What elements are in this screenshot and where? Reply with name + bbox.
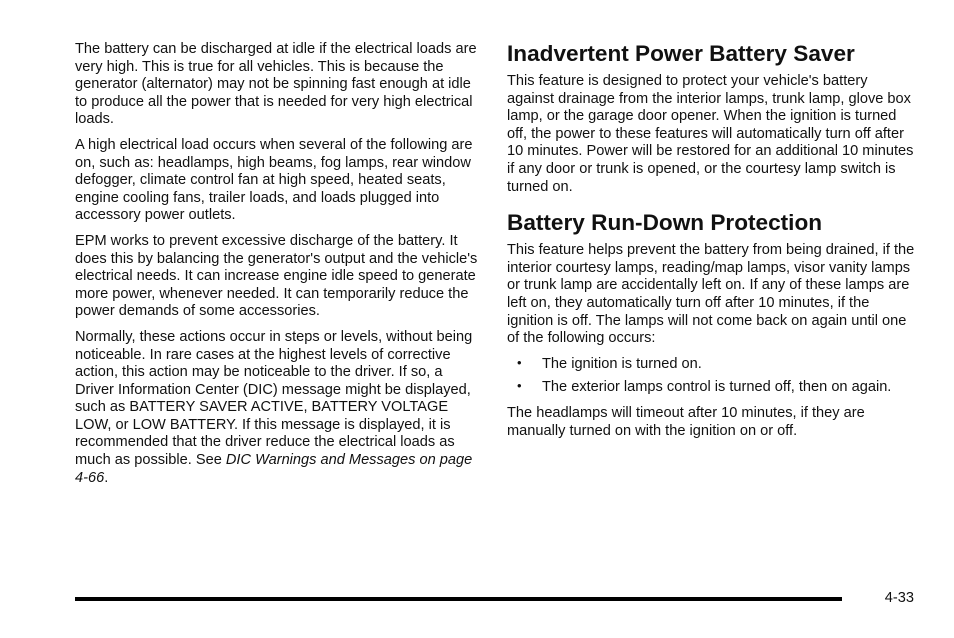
right-column (507, 41, 917, 448)
paragraph-headlamp-timeout: The headlamps will timeout after 10 minutes, if they are manually turned on with the ignition on or off. (507, 404, 865, 439)
paragraph-end-period: . (104, 469, 109, 486)
paragraph-run-down-protection: This feature helps prevent the battery from being drained, if the interior courtesy lamps, reading/map lamps, visor vanity lamps or trunk lamp are accidentally left on. If any of these lamps are left on, they automatically turn off after 10 minutes, if the ignition is off. The lamps will not come back on again until one of the following occurs: (507, 242, 915, 347)
paragraph-high-electrical-load: A high electrical load occurs when several of the following are on, such as: headlamps, high beams, fog lamps, rear window defogger, climate control fan at high speed, heated seats, engine cooling fans, trailer loads, and loads plugged into accessory power outlets. (75, 136, 473, 224)
heading-battery-run-down-protection: Battery Run-Down Protection (507, 210, 823, 236)
dic-warnings-reference[interactable]: DIC Warnings and Messages on page 4-66 (75, 452, 473, 486)
left-column (75, 41, 479, 495)
list-item (507, 379, 917, 397)
list-item (507, 356, 917, 374)
paragraph-epm: EPM works to prevent excessive discharge of the battery. It does this by balancing the generator's output and the vehicle's electrical needs. It can increase engine idle speed to generate more power, whenever needed. It can temporarily reduce the power demands of some accessories. (75, 232, 478, 320)
bullet-icon: • (517, 378, 522, 394)
paragraph-battery-saver: This feature is designed to protect your vehicle's battery against drainage from the interior lamps, trunk lamp, glove box lamp, or the garage door opener. When the ignition is turned off, the power to these features will automatically turn off after 10 minutes. Power will be restored for an additional 10 minutes if any door or trunk is opened, or the courtesy lamp switch is turned on. (507, 73, 914, 195)
bullet-icon: • (517, 354, 522, 370)
heading-inadvertent-power-battery-saver: Inadvertent Power Battery Saver (507, 41, 855, 66)
list-item-text: The exterior lamps control is turned off, then on again. (542, 379, 892, 396)
footer-rule (75, 597, 842, 601)
corrective-action-text: Normally, these actions occur in steps or levels, without being noticeable. In rare cases at the highest levels of corrective action, this action may be noticeable to the driver. If so, a Driver Information Center (DIC) message might be displayed, such as BATTERY SAVER ACTIVE, BATTERY VOLTAGE LOW, or LOW BATTERY. If this message is displayed, it is recommended that the driver reduce the electrical loads as much as possible. See (75, 328, 473, 469)
paragraph-corrective-action (75, 329, 479, 487)
conditions-list (507, 356, 917, 397)
list-item-text: The ignition is turned on. (542, 355, 702, 372)
paragraph-battery-discharge: The battery can be discharged at idle if the electrical loads are very high. This is true for all vehicles. This is because the generator (alternator) may not be spinning fast enough at idle to produce all the power that is needed for very high electrical loads. (75, 41, 477, 128)
page-number: 4-33 (884, 590, 914, 606)
